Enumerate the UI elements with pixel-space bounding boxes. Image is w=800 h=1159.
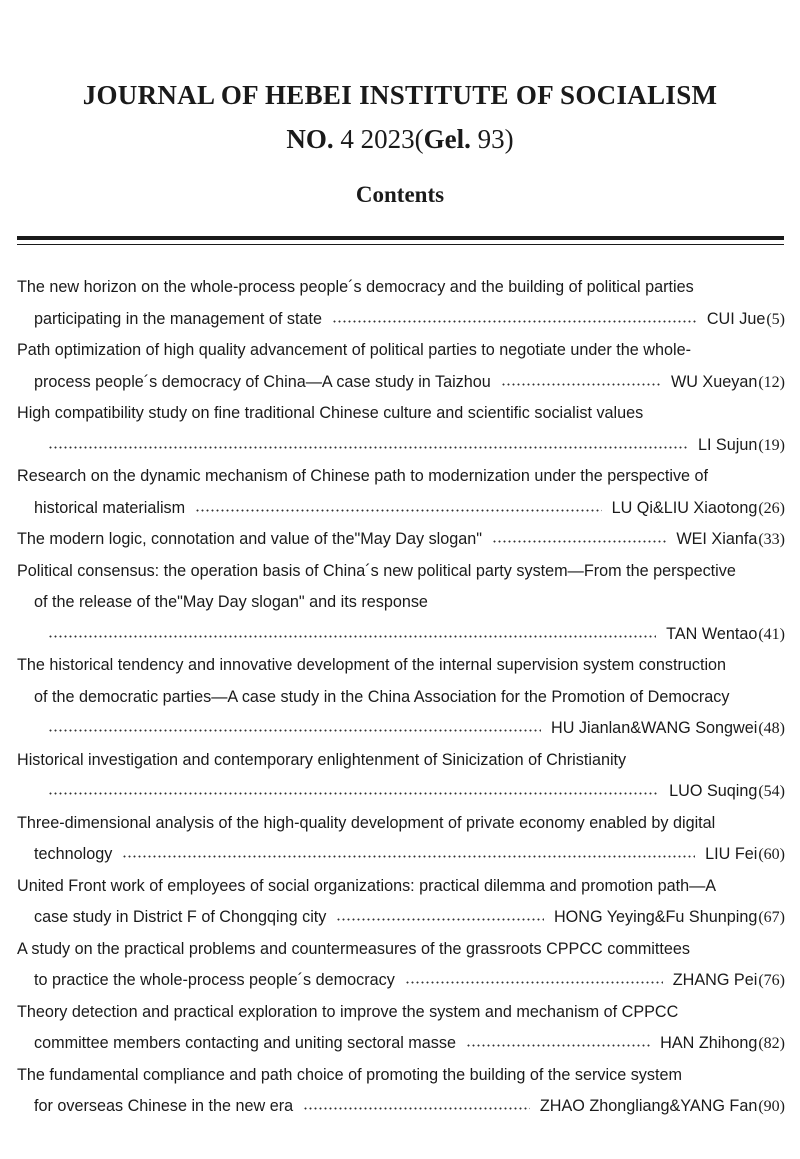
toc-entry-title-text: participating in the management of state <box>34 309 322 328</box>
toc-entry <box>17 808 785 871</box>
toc-entry-title-line <box>17 461 785 493</box>
toc-entry-title-continuation <box>17 587 785 619</box>
dot-leader <box>48 635 656 638</box>
toc-entry-title-text: for overseas Chinese in the new era <box>34 1097 294 1115</box>
toc-entry-page-number: (33) <box>758 531 785 548</box>
issue-no-label: NO. <box>286 124 334 154</box>
toc-entry <box>17 461 785 524</box>
header-rule-thin <box>17 244 784 245</box>
toc-entry-title-text: United Front work of employees of social organizations: practical dilemma and promotion path—A <box>17 876 717 895</box>
toc-entry-title-text: committee members contacting and uniting sectoral masse <box>34 1034 456 1052</box>
toc-entry-title-text: case study in District F of Chongqing city <box>34 908 327 926</box>
issue-gel-number: 93) <box>470 124 514 154</box>
dot-leader <box>303 1107 530 1110</box>
toc-entry-title-text: historical materialism <box>34 498 186 517</box>
toc-entry-title-continuation <box>17 304 785 336</box>
toc-entry-author: LIU Fei <box>705 845 758 863</box>
toc-entry-title-text: The fundamental compliance and path choice of promoting the building of the service system <box>17 1065 682 1084</box>
toc-entry-author: ZHANG Pei <box>672 971 758 989</box>
toc-entry-author: WU Xueyan <box>670 372 758 391</box>
dot-leader <box>501 383 661 386</box>
table-of-contents <box>17 272 785 1123</box>
dot-leader <box>492 540 666 543</box>
dot-leader <box>48 446 688 449</box>
toc-entry <box>17 398 785 461</box>
toc-entry-title-continuation <box>17 493 785 525</box>
toc-entry-title-line <box>17 650 785 682</box>
toc-entry-author: LU Qi&LIU Xiaotong <box>611 498 758 517</box>
toc-entry-title-continuation <box>17 367 785 399</box>
toc-entry <box>17 272 785 335</box>
toc-entry-title-line <box>17 524 785 556</box>
toc-entry-author-line <box>17 619 785 651</box>
toc-entry-title-line <box>17 745 785 777</box>
toc-entry-page-number: (90) <box>758 1098 785 1115</box>
toc-entry-author: HU Jianlan&WANG Songwei <box>551 719 758 737</box>
toc-entry-author: TAN Wentao <box>666 624 758 643</box>
toc-entry-title-text: The modern logic, connotation and value of the"May Day slogan" <box>17 530 483 548</box>
dot-leader <box>332 320 697 323</box>
toc-entry-title-text: process people´s democracy of China—A case study in Taizhou <box>34 372 491 391</box>
toc-entry-page-number: (82) <box>758 1035 785 1052</box>
issue-line <box>0 124 800 155</box>
toc-entry <box>17 745 785 808</box>
toc-entry-title-text: of the democratic parties—A case study in the China Association for the Promotion of Democracy <box>34 687 730 706</box>
toc-entry-page-number: (41) <box>758 625 785 643</box>
toc-entry-title-line <box>17 808 785 840</box>
toc-entry-title-text: Political consensus: the operation basis of China´s new political party system—From the perspective <box>17 561 736 580</box>
dot-leader <box>466 1044 650 1047</box>
toc-entry-author: LI Sujun <box>697 435 758 454</box>
toc-entry-title-text: Historical investigation and contemporary enlightenment of Sinicization of Christianity <box>17 750 627 769</box>
toc-entry-title-text: Three-dimensional analysis of the high-quality development of private economy enabled by digital <box>17 813 716 832</box>
toc-entry-page-number: (48) <box>758 720 785 737</box>
toc-entry-page-number: (60) <box>758 846 785 863</box>
toc-entry-title-text: The historical tendency and innovative development of the internal supervision system construction <box>17 656 727 674</box>
toc-entry-title-continuation <box>17 682 785 714</box>
toc-entry-page-number: (5) <box>766 310 785 328</box>
toc-entry-title-text: Theory detection and practical exploration to improve the system and mechanism of CPPCC <box>17 1002 679 1021</box>
dot-leader <box>122 855 695 858</box>
toc-entry-title-continuation <box>17 1091 785 1123</box>
toc-entry <box>17 871 785 934</box>
toc-entry-title-line <box>17 1060 785 1092</box>
contents-heading: Contents <box>355 182 445 207</box>
toc-entry-title-line <box>17 335 785 367</box>
header-rule-thick <box>17 236 784 240</box>
toc-entry-title-text: of the release of the"May Day slogan" and its response <box>34 593 428 611</box>
toc-entry-author: CUI Jue <box>706 309 766 328</box>
toc-entry-page-number: (54) <box>758 783 785 800</box>
toc-entry-author: HAN Zhihong <box>660 1034 758 1052</box>
toc-entry-page-number: (26) <box>758 499 785 517</box>
journal-title: JOURNAL OF HEBEI INSTITUTE OF SOCIALISM <box>82 80 718 110</box>
toc-entry-title-line <box>17 398 785 430</box>
toc-entry <box>17 1060 785 1123</box>
toc-entry-page-number: (12) <box>758 373 785 391</box>
dot-leader <box>195 509 601 512</box>
dot-leader <box>405 981 663 984</box>
toc-entry-title-text: The new horizon on the whole-process people´s democracy and the building of political parties <box>17 278 694 296</box>
toc-entry-title-continuation <box>17 902 785 934</box>
toc-entry-title-line <box>17 556 785 588</box>
toc-entry-author-line <box>17 713 785 745</box>
toc-entry-author: LUO Suqing <box>669 782 758 800</box>
toc-entry-title-line <box>17 934 785 966</box>
toc-entry-title-line <box>17 871 785 903</box>
toc-entry-title-continuation <box>17 965 785 997</box>
toc-entry <box>17 556 785 651</box>
toc-entry-author-line <box>17 776 785 808</box>
toc-entry-title-text: Research on the dynamic mechanism of Chinese path to modernization under the perspective of <box>17 467 709 485</box>
toc-entry <box>17 650 785 745</box>
toc-entry-author: HONG Yeying&Fu Shunping <box>553 908 758 926</box>
toc-entry <box>17 524 785 556</box>
toc-entry-author-line <box>17 430 785 462</box>
toc-entry-title-line <box>17 272 785 304</box>
toc-entry-page-number: (76) <box>758 972 785 989</box>
toc-entry <box>17 997 785 1060</box>
dot-leader <box>336 918 544 921</box>
toc-entry-title-text: Path optimization of high quality advancement of political parties to negotiate under the whole- <box>17 341 691 359</box>
toc-entry-page-number: (67) <box>758 909 785 926</box>
toc-entry-author: WEI Xianfa <box>676 530 758 548</box>
toc-entry-title-text: to practice the whole-process people´s democracy <box>34 971 395 989</box>
toc-entry-title-text: High compatibility study on fine traditional Chinese culture and scientific socialist values <box>17 404 644 422</box>
toc-entry-author: ZHAO Zhongliang&YANG Fan <box>539 1097 758 1115</box>
toc-entry-title-continuation <box>17 839 785 871</box>
dot-leader <box>48 729 541 732</box>
toc-entry-title-line <box>17 997 785 1029</box>
toc-entry-title-continuation <box>17 1028 785 1060</box>
dot-leader <box>48 792 659 795</box>
toc-entry-title-text: A study on the practical problems and countermeasures of the grassroots CPPCC committees <box>17 939 690 958</box>
toc-entry-page-number: (19) <box>758 436 785 454</box>
issue-number: 4 2023( <box>333 124 424 154</box>
toc-entry <box>17 934 785 997</box>
toc-entry <box>17 335 785 398</box>
issue-gel-label: Gel. <box>423 124 471 154</box>
toc-entry-title-text: technology <box>34 845 113 863</box>
